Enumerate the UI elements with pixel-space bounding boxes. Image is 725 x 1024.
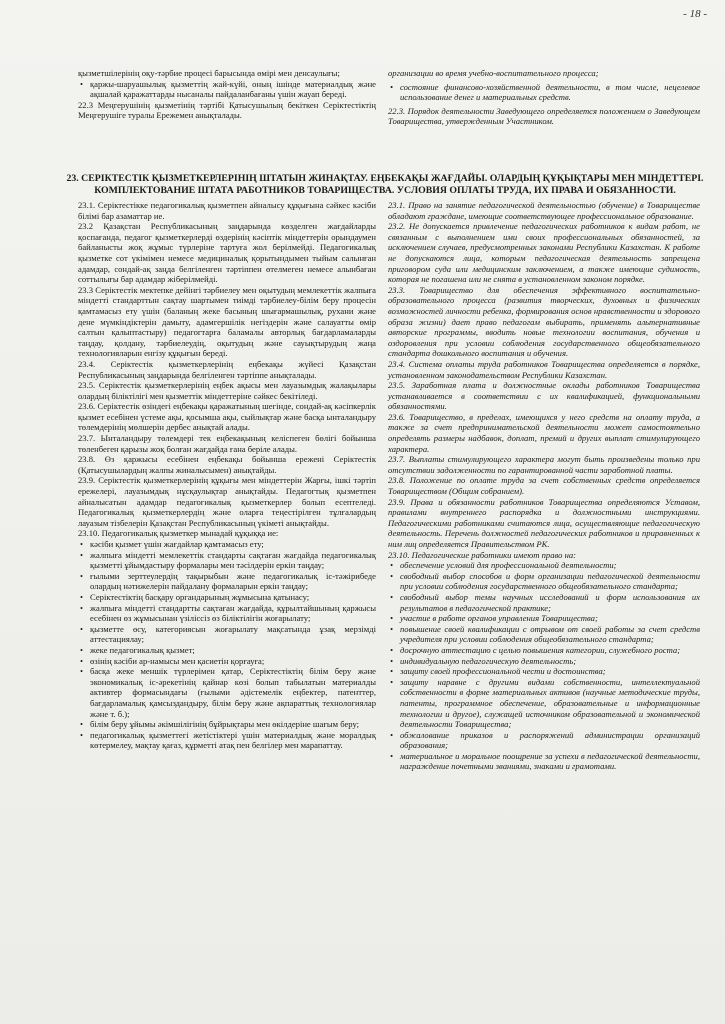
top-left-column <box>78 68 376 121</box>
left-para: 23.6. Серіктестік өзіндегі еңбекақы қаражатының шегінде, сондай-ақ кәсіпкерлік қызмет есебінен үстеме ақы, қосымша ақы, сыйлықтар және басқа ынталандыру төлемдерінің мөлшерін дербес анықтай алады. <box>78 401 376 433</box>
right-para: 23.5. Заработная плата и должностные оклады работников Товарищества устанавливается в соответствии с их квалификацией, функциональными обязанностями. <box>388 380 700 412</box>
right-bullet: • повышение своей квалификации с отрывом от своей работы за счет средств учредителя при условии соблюдения общеобязательного стандарта; <box>400 624 700 645</box>
right-rights-list <box>388 560 700 772</box>
left-para: 23.3 Серіктестік мектепке дейінгі тәрбиелеу мен оқытудың мемлекеттік жалпыға міндетті стандарттын сақтау шартымен тиімді тәрбиелеу-білім беру процесін қамтамасыз ету үшін (баланың жеке басының шығармашылық, рухани және дене мүмкіндіктерін дамыту, адамгершілік негіздерін және салауатты өмір салтын қалыптастыру) педагогтарға баламалы авторлық бағдарламаларды таңдау, қолдану, тәрбиелеудің, оқытудың және сауықтырудың жаңа технологияларын енгізу құқығын береді. <box>78 284 376 359</box>
right-bullet: • свободный выбор способов и форм организации педагогической деятельности при условии соблюдения государственного общеобязательного стандарта; <box>400 571 700 592</box>
heading-ru: КОМПЛЕКТОВАНИЕ ШТАТА РАБОТНИКОВ ТОВАРИЩЕСТВА. УСЛОВИЯ ОПЛАТЫ ТРУДА, ИХ ПРАВА И ОБЯЗАННОСТИ. <box>94 185 676 196</box>
right-para: 23.9. Права и обязанности работников Товарищества определяются Уставом, правилами внутреннего распорядка и должностными инструкциями. Педагогическими работниками считаются лица, осуществляющие педагогическую деятельность. Перечень должностей педагогических работников и приравненных к ним лиц определяется Правительством РК. <box>388 496 700 549</box>
right-bullet: • свободный выбор темы научных исследований и форм использования их результатов в педагогической практике; <box>400 592 700 613</box>
left-bullet: • ғылыми зерттеулердің тақырыбын және педагогикалық іс-тәжірибеде олардың нәтижелерін пайдалану формаларын еркін таңдау; <box>90 571 376 592</box>
left-para: 23.10. Педагогикалық қызметкер мынадай құқыққа ие: <box>78 528 279 539</box>
right-para: 23.8. Положение по оплате труда за счет собственных средств определяется Товариществом (Общим собранием). <box>388 475 700 497</box>
left-bullet: • жалпыға міндетті мемлекеттік стандарты сақтаған жағдайда педагогикалық қызметті ұйымдастыру формалары мен тәсілдерін еркін таңдау; <box>90 550 376 571</box>
page-number: - 18 - <box>683 8 707 20</box>
top-right-bullet: • состояние финансово-хозяйственной деятельности, в том числе, нецелевое использование денег и материальных средств. <box>400 82 700 103</box>
left-bullet: • жеке педагогикалық қызмет; <box>90 645 376 656</box>
right-para: 23.3. Товарищество для обеспечения эффективного воспитательно-образовательного процесса (развития творческих, духовных и физических возможностей личности ребенка, формирования основ нравственности и здорового образа жизни) дает право педагогам выбирать, применять альтернативные авторские программы, вводить новые технологии воспитания, обучения и оздоровления при условии соблюдения государственного общеобязательного стандарта дошкольного воспитания и обучения. <box>388 284 700 359</box>
right-bullet: • обеспечение условий для профессиональной деятельности; <box>400 560 700 571</box>
top-left-para: 22.3 Меңгерушінің қызметінің тәртібі Қатысушылың бекіткен Серіктестіктің Меңгерушіге туралы Ережемен анықталады. <box>78 99 376 121</box>
top-right-para: 22.3. Порядок деятельности Заведующего определяется положением о Заведующем Товарищества, утвержденным Участником. <box>388 105 700 127</box>
right-para: 23.1. Право на занятие педагогической деятельностью (обучение) в Товариществе обладают граждане, имеющие соответствующее профессиональное образование. <box>388 200 700 221</box>
right-bullet: • индивидуальную педагогическую деятельность; <box>400 656 700 667</box>
top-right-list <box>388 82 700 103</box>
right-column <box>388 200 700 772</box>
left-para: 23.7. Ынталандыру төлемдері тек еңбекақының келіспеген бөлігі бойынша төленбеген қарызы жоқ болған жағдайда ғана беріле алады. <box>78 433 376 454</box>
left-para: 23.1. Серіктестікке педагогикалық қызметпен айналысу құқығына сәйкес кәсіби білімі бар азаматтар ие. <box>78 200 376 221</box>
right-para: 23.4. Система оплаты труда работников Товарищества определяется в порядке, установленном законодательством Республики Казахстан. <box>388 358 700 380</box>
left-para: 23.5. Серіктестік қызметкерлерінің еңбек ақысы мен лауазымдық жалақылары олардың біліктілігі мен қызметтік міндеттеріне сәйкес бекітіледі. <box>78 380 376 401</box>
right-para: 23.10. Педагогические работники имеют право на: <box>388 549 576 560</box>
right-bullet: • обжалование приказов и распоряжений администрации организаций образования; <box>400 730 700 751</box>
right-para: 23.6. Товарищество, в пределах, имеющихся у него средств на оплату труда, а также за счет предпринимательской деятельности может самостоятельно определять размеры надбавок, доплат, премий и других выплат стимулирующего характера. <box>388 411 700 454</box>
left-bullet: • өзінің кәсіби ар-намысы мен қасиетін қорғауға; <box>90 656 376 667</box>
left-bullet: • білім беру ұйымы әкімшілігінің бұйрықтары мен өкілдеріне шағым беру; <box>90 719 376 730</box>
left-bullet: • жалпыға міндетті стандартты сақтаған жағдайда, құрылтайшының қаржысы есебінен өз жұмысынан үзіліссіз өз біліктілігін жоғарылату; <box>90 603 376 624</box>
top-left-para: қызметшілерінің оқу-тәрбие процесі барысында өмірі мен денсаулығы; <box>78 68 340 78</box>
left-bullet: • Серіктестіктің басқару органдарының жұмысына қатынасу; <box>90 592 376 603</box>
section-heading <box>60 173 710 197</box>
heading-kz: 23. СЕРІКТЕСТІК ҚЫЗМЕТКЕРЛЕРІНІҢ ШТАТЫН ЖИНАҚТАУ. ЕҢБЕКАҚЫ ЖАҒДАЙЫ. ОЛАРДЫҢ ҚҰҚЫҚТАРЫ МЕН МІНДЕТТЕРІ. <box>66 173 704 184</box>
left-column <box>78 200 376 751</box>
right-bullet: • защиту своей профессиональной чести и достоинства; <box>400 666 700 677</box>
left-bullet: • кәсіби қызмет үшін жағдайлар қамтамасыз ету; <box>90 539 376 550</box>
right-para: 23.2. Не допускается привлечение педагогических работников к видам работ, не связанным с выполнением ими своих профессиональных обязанностей, за исключением случаев, предусмотренных законами Республики Казахстан. К работе не допускаются лица, которым педагогическая деятельность запрещена приговором суда или медицинским заключением, а также имеющие судимость, которая не погашена или не снята в установленном законом порядке. <box>388 221 700 285</box>
right-bullet: • досрочную аттестацию с целью повышения категории, служебного роста; <box>400 645 700 656</box>
left-bullet: • педагогикалық қызметтегі жетістіктері үшін материалдық және моралдық көтермелеу, мақтау қағаз, құрметті атақ пен белгілер мен марапаттау. <box>90 730 376 751</box>
right-bullet: • материальное и моральное поощрение за успехи в педагогической деятельности, награждение почетными званиями, знаками и грамотами. <box>400 751 700 772</box>
top-right-column <box>388 68 700 127</box>
left-para: 23.8. Өз қаржысы есебінен еңбекақы бойынша ережені Серіктестік (Қатысушылардың жалпы жиналысымен) анықтайды. <box>78 454 376 475</box>
top-left-bullet: • қаржы-шаруашылық қызметтің жай-күйі, оның ішінде материалдық және ақшалай қаражаттарды нысаналы пайдаланбағаны үшін жауап береді. <box>90 79 376 100</box>
left-para: 23.2 Қазақстан Республикасының заңдарында көзделген жағдайларды қоспағанда, педагог қызметкерлерді өздерінің кәсіптік міндеттерін орындаумен байланысты жоқ жұмыс түрлеріне тартуға жол берілмейді. Педагогикалық қызметке сот үкімімен немесе медициналық қорытындымен тыйым салынған адамдар, сондай-ақ заңда белгіленген тәртіппен өтелмеген немесе алынбаған соттылығы бар адамдар жіберілмейді. <box>78 221 376 285</box>
left-bullet: • басқа жеке меншік түрлерімен қатар, Серіктестіктің білім беру және экономикалық іс-әрекетінің қайнар көзі болып табылатын материалды активтер формасындағы (ғылыми әдістемелік еңбектер, патенттер, бағдарламалық қамсыздандыру, білім беру және ақпараттық технологиялар және т. б.); <box>90 666 376 719</box>
top-right-para: организации во время учебно-воспитательного процесса; <box>388 68 599 78</box>
left-bullet: • қызметте өсу, категориясын жоғарылату мақсатында ұзақ мерзімді аттестациялау; <box>90 624 376 645</box>
right-bullet: • участие в работе органов управления Товарищества; <box>400 613 700 624</box>
right-para: 23.7. Выплаты стимулирующего характера могут быть произведены только при отсутствии задолженности по гарантированной части заработной платы. <box>388 454 700 475</box>
top-left-list <box>78 79 376 100</box>
right-bullet: • защиту наравне с другими видами собственности, интеллектуальной собственности в форме материальных активов (научные методические труды, патенты, программное обеспечение, образовательные и информационные технологии и другое), служащей источником образовательной и экономической деятельности Товарищества; <box>400 677 700 730</box>
left-rights-list <box>78 539 376 751</box>
left-para: 23.9. Серіктестік қызметкерлерінің құқығы мен міндеттерін Жарғы, ішкі тәртіп ережелері, лауазымдық нұсқаулықтар анықтайды. Педагогтық қызметпен айналысатын адамдар педагогикалық қызметкерлер болып есептеледі. Педагогикалық қызметкерлердің және оларға теңестірілген тұлғалардың лауазым тізбелерін Қазақстан Республикасының үкіметі анықтайды. <box>78 475 376 528</box>
left-para: 23.4. Серіктестік қызметкерлерінің еңбекақы жүйесі Қазақстан Республикасының заңдарында белгіленген тәртіппе анықталады. <box>78 358 376 380</box>
